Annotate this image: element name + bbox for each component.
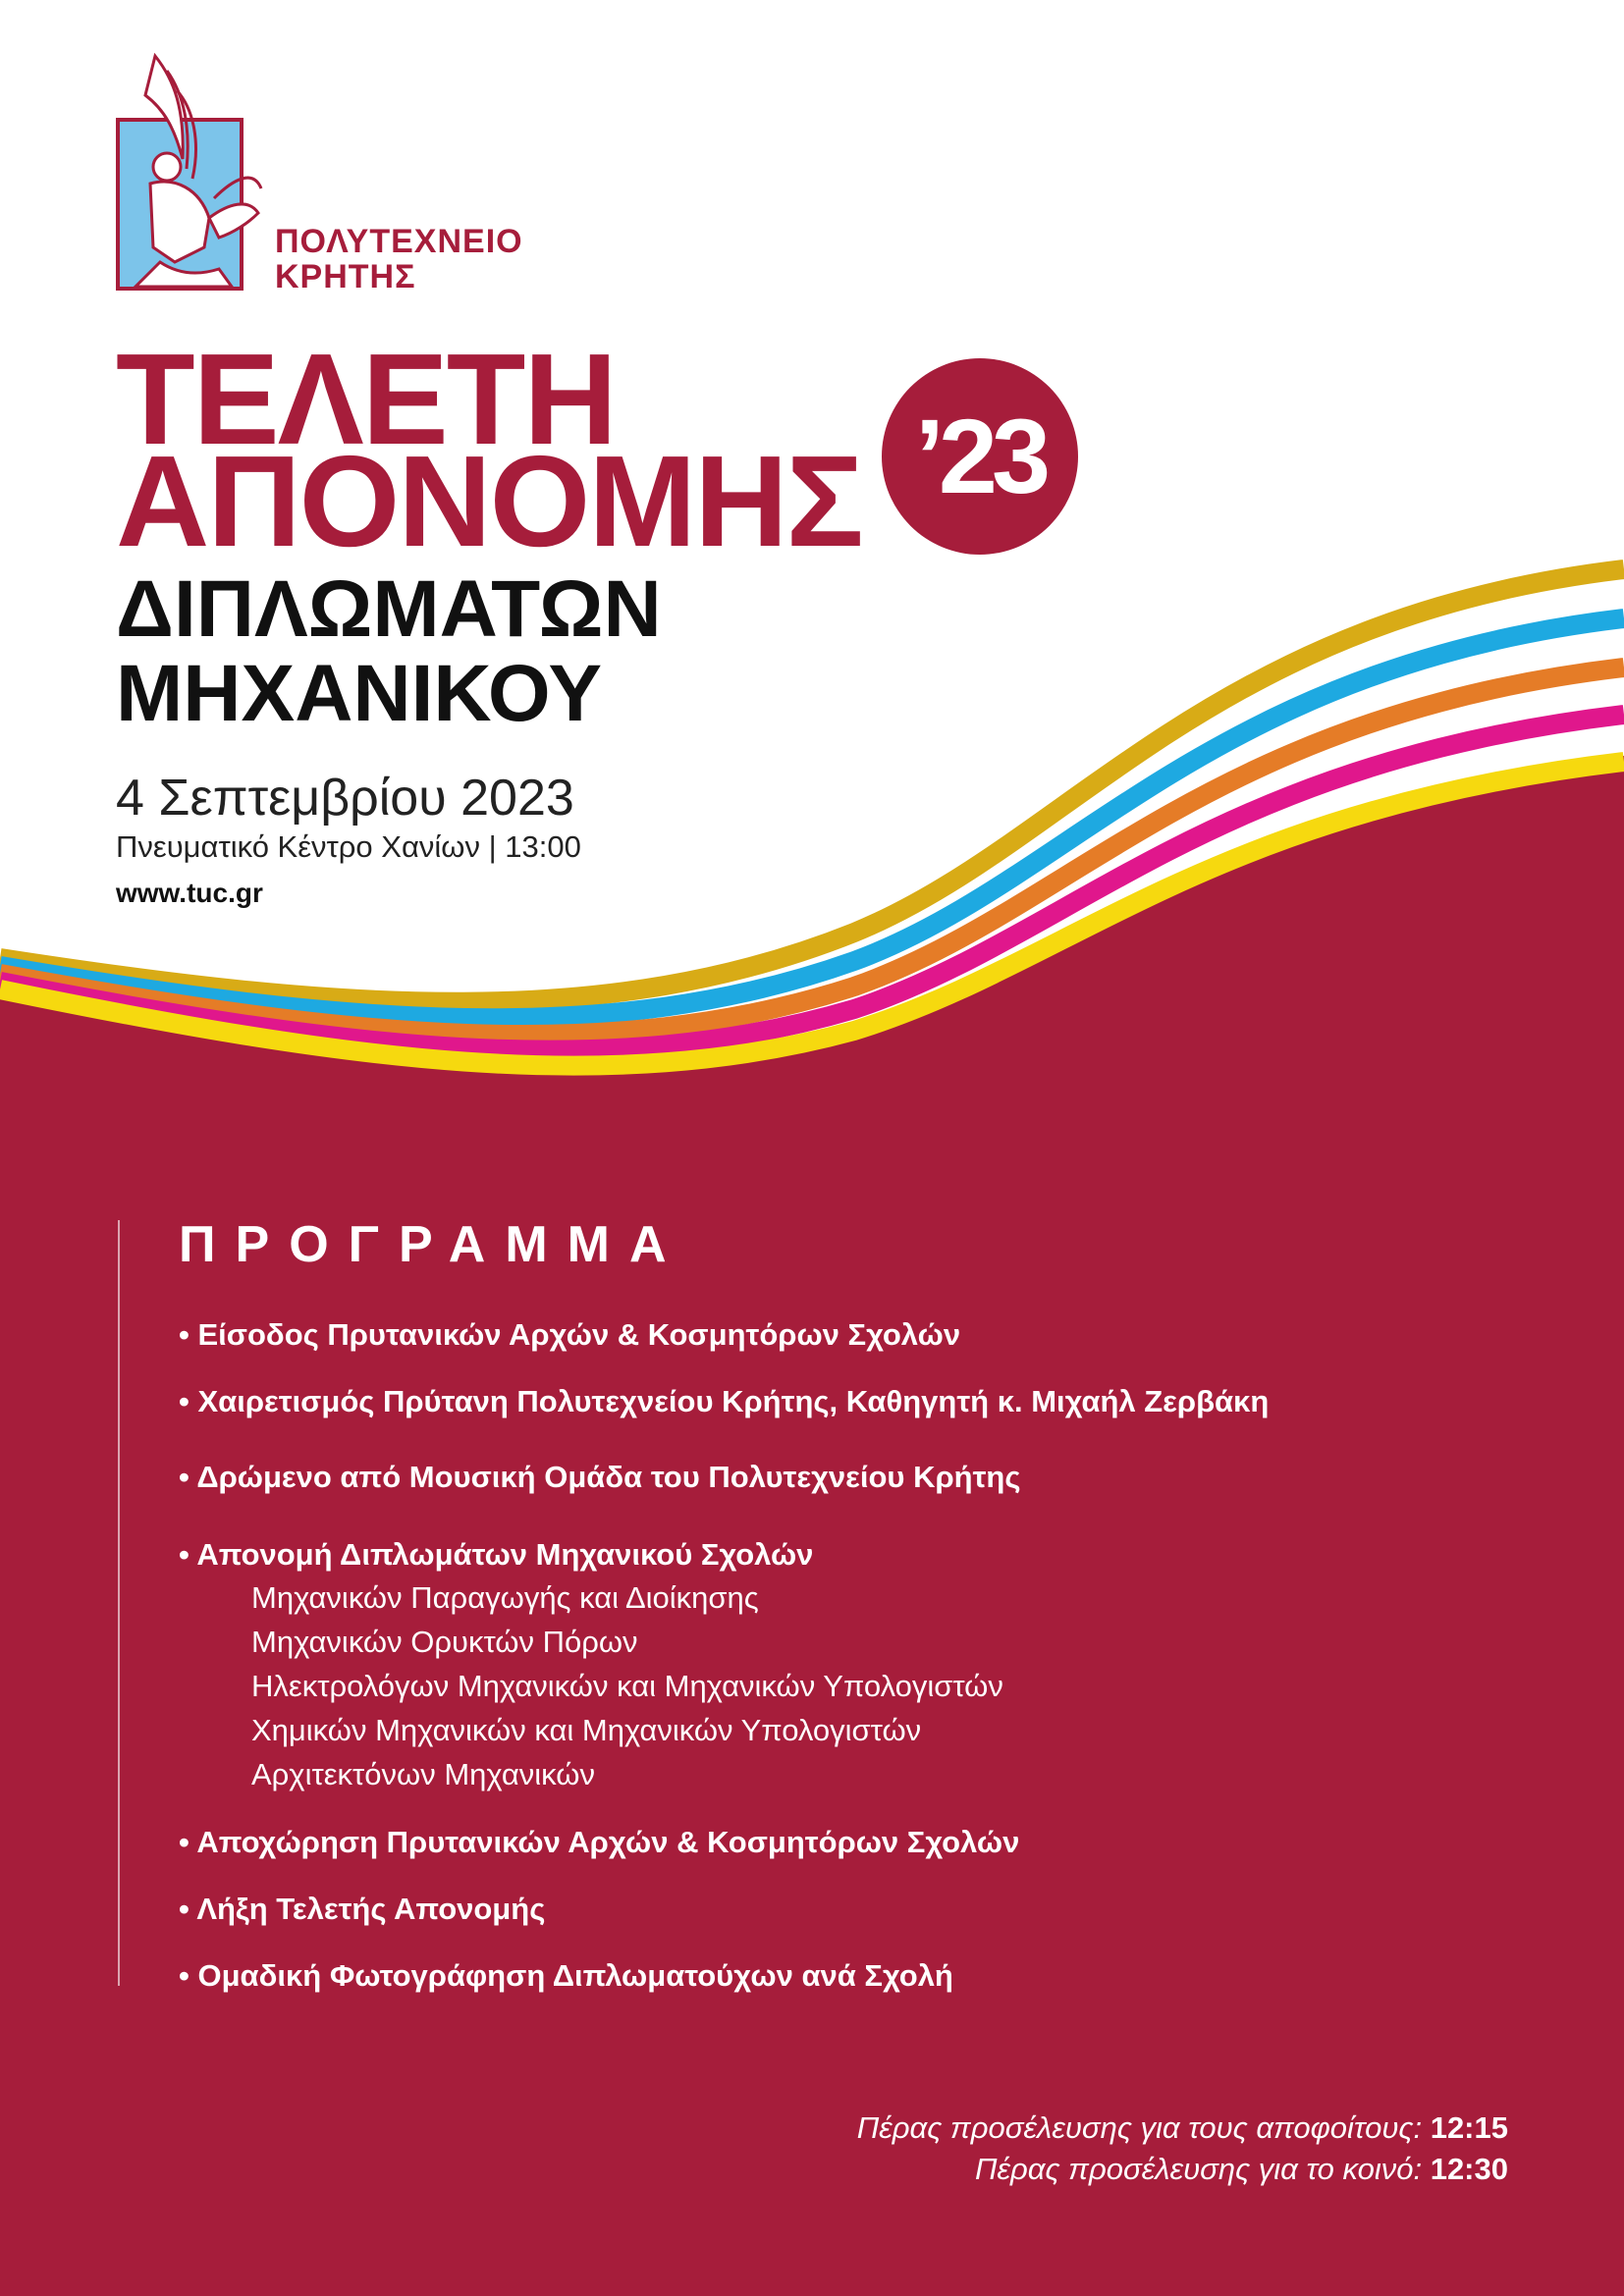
school-item: Μηχανικών Παραγωγής και Διοίκησης bbox=[251, 1580, 759, 1615]
event-title bbox=[116, 327, 862, 573]
arrival-graduates bbox=[857, 2109, 1508, 2148]
program-item: • Είσοδος Πρυτανικών Αρχών & Κοσμητόρων Σχολών bbox=[179, 1317, 961, 1352]
institution-name-line1: ΠΟΛΥΤΕΧΝΕΙΟ bbox=[275, 223, 523, 260]
program-item: • Αποχώρηση Πρυτανικών Αρχών & Κοσμητόρων Σχολών bbox=[179, 1825, 1020, 1859]
event-title-line1: ΤΕΛΕΤΗ bbox=[116, 327, 616, 471]
event-subtitle-line2: ΜΗΧΑΝΙΚΟΥ bbox=[116, 649, 603, 738]
event-subtitle bbox=[116, 564, 662, 738]
school-item: Μηχανικών Ορυκτών Πόρων bbox=[251, 1625, 638, 1659]
website-link[interactable]: www.tuc.gr bbox=[116, 878, 263, 908]
school-item: Αρχιτεκτόνων Μηχανικών bbox=[251, 1757, 595, 1791]
arrival-graduates-label: Πέρας προσέλευσης για τους αποφοίτους: bbox=[856, 2110, 1423, 2145]
event-date: 4 Σεπτεμβρίου 2023 bbox=[116, 770, 574, 827]
program-title: ΠΡΟΓΡΑΜΜΑ bbox=[179, 1216, 686, 1273]
program-item: • Ομαδική Φωτογράφηση Διπλωματούχων ανά Σχολή bbox=[179, 1958, 953, 1993]
winged-figure-emblem-icon bbox=[116, 51, 263, 293]
program-divider bbox=[118, 1220, 120, 1986]
arrival-graduates-time: 12:15 bbox=[1430, 2110, 1508, 2145]
arrival-public-label: Πέρας προσέλευσης για το κοινό: bbox=[974, 2152, 1423, 2186]
program-item: • Απονομή Διπλωμάτων Μηχανικού Σχολών bbox=[179, 1537, 814, 1572]
event-title-line2: ΑΠΟΝΟΜΗΣ bbox=[116, 429, 862, 573]
school-item: Χημικών Μηχανικών και Μηχανικών Υπολογιστών bbox=[251, 1713, 922, 1747]
program-item: • Λήξη Τελετής Απονομής bbox=[179, 1892, 546, 1926]
year-badge: ’23 bbox=[882, 358, 1078, 555]
school-item: Ηλεκτρολόγων Μηχανικών και Μηχανικών Υπολογιστών bbox=[251, 1669, 1003, 1703]
program-item: • Χαιρετισμός Πρύτανη Πολυτεχνείου Κρήτης, Καθηγητή κ. Μιχαήλ Ζερβάκη bbox=[179, 1384, 1270, 1418]
arrival-public-time: 12:30 bbox=[1430, 2152, 1508, 2186]
arrival-public bbox=[975, 2150, 1508, 2189]
event-subtitle-line1: ΔΙΠΛΩΜΑΤΩΝ bbox=[116, 564, 662, 654]
program-item: • Δρώμενο από Μουσική Ομάδα του Πολυτεχνείου Κρήτης bbox=[179, 1460, 1021, 1494]
institution-name-line2: ΚΡΗΤΗΣ bbox=[275, 258, 416, 295]
institution-name bbox=[275, 224, 523, 294]
event-venue: Πνευματικό Κέντρο Χανίων | 13:00 bbox=[116, 829, 581, 864]
